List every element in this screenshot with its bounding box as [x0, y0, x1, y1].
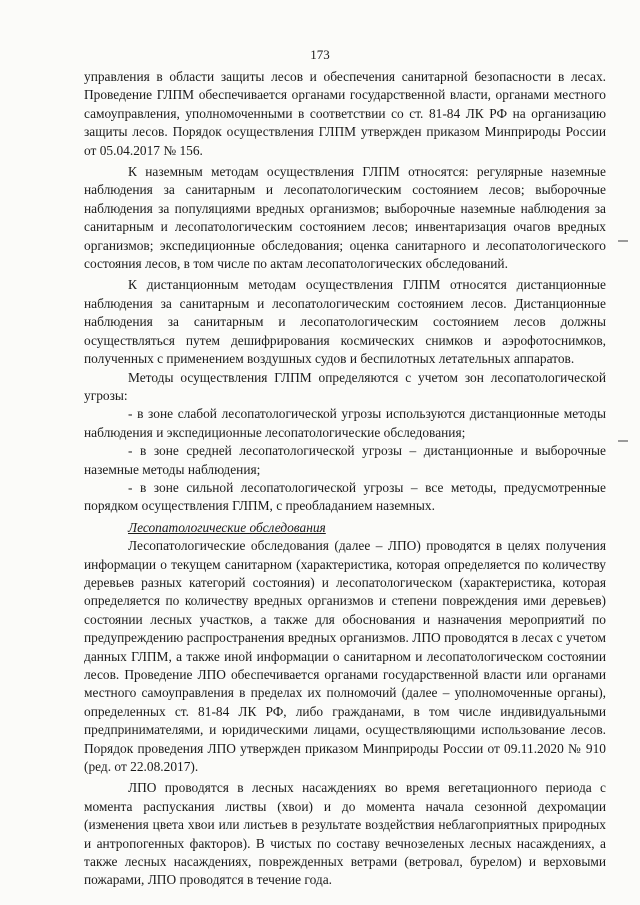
paragraph-continuation: управления в области защиты лесов и обеспечения санитарной безопасности в лесах. Проведение ГЛПМ обеспечивается органами государственной власти, органами местного самоуправления, уполномоченными в соответствии со ст. 81-84 ЛК РФ на организацию защиты лесов. Порядок осуществления ГЛПМ утвержден приказом Минприроды России от 05.04.2017 № 156.: [84, 69, 606, 158]
margin-mark: [618, 440, 628, 442]
paragraph-ground-methods: К наземным методам осуществления ГЛПМ относятся: регулярные наземные наблюдения за санитарным и лесопатологическим состоянием лесов; выборочные наблюдения за популяциями вредных организмов; выборочные наземные наблюдения за санитарным и лесопатологическим состоянием лесов; инвентаризация очагов вредных организмов; экспедиционные обследования; оценка санитарного и лесопатологического состояния лесов, в том числе по актам лесопатологических обследований.: [84, 164, 606, 272]
list-item-medium-threat: - в зоне средней лесопатологической угрозы – дистанционные и выборочные наземные методы наблюдения;: [84, 443, 606, 477]
paragraph-methods-by-zone: Методы осуществления ГЛПМ определяются с учетом зон лесопатологической угрозы:: [84, 369, 606, 403]
paragraph-lpo-definition: Лесопатологические обследования (далее – ЛПО) проводятся в целях получения информации о текущем санитарном (характеристика, которая определяется по количеству деревьев разных категорий состояния) и лесопатологическом (характеристика, которая определяется по количеству вредных организмов и степени повреждения ими деревьев) состоянии лесных участков, а также для обоснования и назначения мероприятий по предупреждению распространения вредных организмов. ЛПО проводятся в лесах с учетом данных ГЛПМ, а также иной информации о санитарном и лесопатологическом состоянии лесов. Проведение ЛПО обеспечивается органами государственной власти или органами местного самоуправления в пределах их полномочий (далее – уполномоченные органы), определенных ст. 81-84 ЛК РФ, либо гражданами, в том числе индивидуальными предпринимателями, и юридическими лицами, осуществляющими использование лесов. Порядок проведения ЛПО утвержден приказом Минприроды России от 09.11.2020 № 910 (ред. от 22.08.2017).: [84, 538, 606, 775]
paragraph-remote-methods: К дистанционным методам осуществления ГЛПМ относятся дистанционные наблюдения за санитарным и лесопатологическим состоянием лесов. Дистанционные наблюдения за санитарным и лесопатологическим состоянием лесов должны осуществляться путем дешифрирования космических снимков и аэрофотоснимков, полученных с применением воздушных судов и беспилотных летательных аппаратов.: [84, 277, 606, 367]
page-body: [84, 68, 606, 890]
margin-mark: [618, 240, 628, 242]
page-number: 173: [310, 47, 330, 62]
section-heading: Лесопатологические обследования: [128, 519, 326, 535]
list-item-strong-threat: - в зоне сильной лесопатологической угрозы – все методы, предусмотренные порядком осуществления ГЛПМ, с преобладанием наземных.: [84, 479, 606, 514]
list-item-weak-threat: - в зоне слабой лесопатологической угрозы используются дистанционные методы наблюдения и экспедиционные лесопатологические обследования;: [84, 406, 606, 440]
paragraph-lpo-timing: ЛПО проводятся в лесных насаждениях во время вегетационного периода с момента распускания листвы (хвои) и до момента начала сезонной дехромации (изменения цвета хвои или листьев в результате воздействия неблагоприятных природных и антропогенных факторов). В чистых по составу вечнозеленых лесных насаждениях, а также лесных насаждениях, поврежденных ветрами (ветровал, бурелом) и верховыми пожарами, ЛПО проводятся в течение года.: [84, 780, 606, 888]
